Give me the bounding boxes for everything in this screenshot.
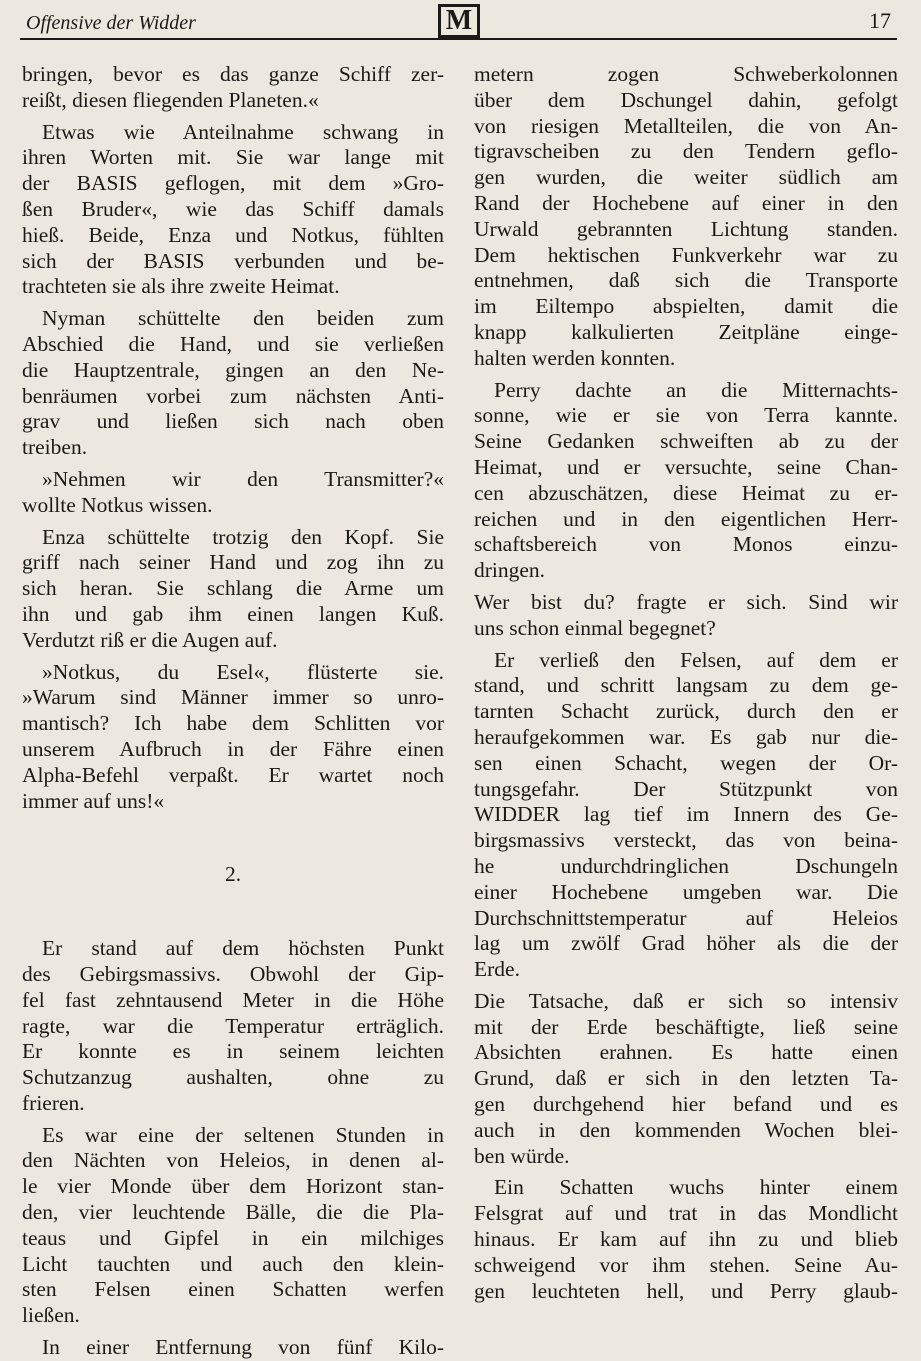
- text-line: »Notkus, du Esel«, flüsterte sie.: [42, 659, 444, 684]
- text-line: uns schon einmal begegnet?: [474, 615, 716, 640]
- text-line: Abschied die Hand, und sie verließen: [22, 331, 444, 356]
- text-line: Licht tauchten und auch den klein-: [22, 1251, 444, 1276]
- paragraph: [22, 62, 444, 114]
- text-line: sich der BASIS verbunden und be-: [22, 248, 444, 273]
- text-line: Felsgrat auf und trat in das Mondlicht: [474, 1201, 898, 1226]
- text-line: Durchschnittstemperatur auf Heleios: [474, 905, 898, 930]
- text-line: In einer Entfernung von fünf Kilo-: [42, 1335, 444, 1360]
- text-line: gen wurden, die weiter südlich am: [474, 165, 898, 190]
- magazine-logo: M: [438, 4, 480, 38]
- text-line: sonne, wie er sie von Terra kannte.: [474, 403, 898, 428]
- text-line: ragte, war die Temperatur erträglich.: [22, 1013, 444, 1038]
- text-line: Alpha-Befehl verpaßt. Er wartet noch: [22, 762, 444, 787]
- text-line: von riesigen Metallteilen, die von An-: [474, 113, 898, 138]
- paragraph: [474, 378, 898, 584]
- text-line: treiben.: [22, 435, 88, 460]
- text-line: gen leuchteten hell, und Perry glaub-: [474, 1278, 898, 1303]
- text-line: immer auf uns!«: [22, 788, 165, 813]
- text-line: ßen Bruder«, wie das Schiff damals: [22, 196, 444, 221]
- page-number: 17: [869, 8, 891, 33]
- text-line: trachteten sie als ihre zweite Heimat.: [22, 274, 340, 299]
- text-line: reißt, diesen fliegenden Planeten.«: [22, 87, 319, 112]
- text-line: le vier Monde über dem Horizont stan-: [22, 1174, 444, 1199]
- text-line: mantisch? Ich habe dem Schlitten vor: [22, 711, 444, 736]
- text-line: teaus und Gipfel in ein milchiges: [22, 1225, 444, 1250]
- text-line: den, vier leuchtende Bälle, die die Pla-: [22, 1200, 444, 1225]
- text-line: Absichten erahnen. Es hatte einen: [474, 1040, 898, 1065]
- text-line: Er stand auf dem höchsten Punkt: [42, 936, 444, 961]
- text-line: »Warum sind Männer immer so unro-: [22, 685, 444, 710]
- text-line: halten werden konnten.: [474, 345, 676, 370]
- paragraph: [22, 525, 444, 654]
- right-column: [474, 62, 898, 1304]
- text-line: Etwas wie Anteilnahme schwang in: [42, 119, 444, 144]
- text-line: Wer bist du? fragte er sich. Sind wir: [474, 589, 898, 614]
- text-line: mit der Erde beschäftigte, ließ seine: [474, 1014, 898, 1039]
- text-line: schweigend vor ihm stehen. Seine Au-: [474, 1252, 898, 1277]
- text-line: »Nehmen wir den Transmitter?«: [42, 466, 444, 491]
- text-line: Grund, daß er sich in den letzten Ta-: [474, 1066, 898, 1091]
- text-line: schaftsbereich von Monos einzu-: [474, 532, 898, 557]
- paragraph: [474, 1175, 898, 1304]
- paragraph: [474, 648, 898, 983]
- text-line: tungsgefahr. Der Stützpunkt von: [474, 776, 898, 801]
- text-line: unserem Aufbruch in der Fähre einen: [22, 736, 444, 761]
- text-line: dringen.: [474, 558, 546, 583]
- paragraph: [22, 936, 444, 1117]
- text-line: Seine Gedanken schweiften ab zu der: [474, 429, 898, 454]
- paragraph: [22, 1123, 444, 1329]
- text-line: ben würde.: [474, 1143, 570, 1168]
- text-line: sen einen Schacht, wegen der Or-: [474, 750, 898, 775]
- text-line: Es war eine der seltenen Stunden in: [42, 1122, 444, 1147]
- paragraph: [22, 120, 444, 301]
- chapter-number: 2.: [224, 862, 242, 887]
- text-line: Rand der Hochebene auf einer in den: [474, 190, 898, 215]
- left-column: [22, 62, 444, 1361]
- text-line: reichen und in den eigentlichen Herr-: [474, 506, 898, 531]
- text-line: ihren Worten mit. Sie war lange mit: [22, 145, 444, 170]
- running-title: Offensive der Widder: [26, 12, 196, 34]
- text-line: Er verließ den Felsen, auf dem er: [494, 647, 898, 672]
- paragraph: [22, 660, 444, 815]
- text-line: sich heran. Sie schlang die Arme um: [22, 576, 444, 601]
- text-line: gen durchgehend hier befand und es: [474, 1092, 898, 1117]
- paragraph: [22, 467, 444, 519]
- text-line: birgsmassivs versteckt, das von beina-: [474, 828, 898, 853]
- text-line: Heimat, und er versuchte, seine Chan-: [474, 454, 898, 479]
- text-line: lag um zwölf Grad höher als die der: [474, 931, 898, 956]
- text-line: Ein Schatten wuchs hinter einem: [494, 1175, 898, 1200]
- text-line: wollte Notkus wissen.: [22, 492, 213, 517]
- text-line: griff nach seiner Hand und zog ihn zu: [22, 550, 444, 575]
- text-line: Verdutzt riß er die Augen auf.: [22, 627, 278, 652]
- text-line: die Hauptzentrale, gingen an den Ne-: [22, 357, 444, 382]
- text-line: Nyman schüttelte den beiden zum: [42, 306, 444, 331]
- text-line: Erde.: [474, 957, 520, 982]
- text-line: fel fast zehntausend Meter in die Höhe: [22, 987, 444, 1012]
- text-line: cen abzuschätzen, diese Heimat zu er-: [474, 480, 898, 505]
- paragraph: [474, 62, 898, 372]
- text-line: tigravscheiben zu den Tendern geflo-: [474, 139, 898, 164]
- text-line: benräumen vorbei zum nächsten Anti-: [22, 383, 444, 408]
- text-line: WIDDER lag tief im Innern des Ge-: [474, 802, 898, 827]
- paragraph: [22, 1335, 444, 1361]
- text-line: knapp kalkulierten Zeitpläne einge-: [474, 319, 898, 344]
- text-line: metern zogen Schweberkolonnen: [474, 62, 898, 86]
- text-line: hinaus. Er kam auf ihn zu und blieb: [474, 1227, 898, 1252]
- text-line: auch in den kommenden Wochen blei-: [474, 1117, 898, 1142]
- text-line: im Eiltempo abspielten, damit die: [474, 294, 898, 319]
- text-line: stand, und schritt langsam zu dem ge-: [474, 673, 898, 698]
- text-line: des Gebirgsmassivs. Obwohl der Gip-: [22, 961, 444, 986]
- text-line: bringen, bevor es das ganze Schiff zer-: [22, 62, 444, 86]
- page-header: [20, 4, 897, 42]
- paragraph: [22, 306, 444, 461]
- text-line: Er konnte es in seinem leichten: [22, 1039, 444, 1064]
- text-line: der BASIS geflogen, mit dem »Gro-: [22, 171, 444, 196]
- text-line: frieren.: [22, 1090, 85, 1115]
- header-rule: [20, 38, 897, 40]
- text-line: hieß. Beide, Enza und Notkus, fühlten: [22, 222, 444, 247]
- text-line: ihn und gab ihm einen langen Kuß.: [22, 601, 444, 626]
- text-line: ließen.: [22, 1303, 80, 1328]
- text-line: Die Tatsache, daß er sich so intensiv: [474, 988, 898, 1013]
- text-line: einer Hochebene umgeben war. Die: [474, 879, 898, 904]
- text-line: he undurchdringlichen Dschungeln: [474, 853, 898, 878]
- text-line: den Nächten von Heleios, in denen al-: [22, 1148, 444, 1173]
- text-line: Perry dachte an die Mitternachts-: [494, 377, 898, 402]
- text-line: sten Felsen einen Schatten werfen: [22, 1277, 444, 1302]
- text-line: Dem hektischen Funkverkehr war zu: [474, 242, 898, 267]
- text-line: Urwald gebrannten Lichtung standen.: [474, 216, 898, 241]
- text-line: Enza schüttelte trotzig den Kopf. Sie: [42, 524, 444, 549]
- text-line: über dem Dschungel dahin, gefolgt: [474, 87, 898, 112]
- text-line: Schutzanzug aushalten, ohne zu: [22, 1065, 444, 1090]
- text-line: heraufgekommen war. Es gab nur die-: [474, 724, 898, 749]
- text-line: entnehmen, daß sich die Transporte: [474, 268, 898, 293]
- paragraph: [474, 989, 898, 1170]
- paragraph: [474, 590, 898, 642]
- text-line: tarnten Schacht zurück, durch den er: [474, 699, 898, 724]
- text-line: grav und ließen sich nach oben: [22, 409, 444, 434]
